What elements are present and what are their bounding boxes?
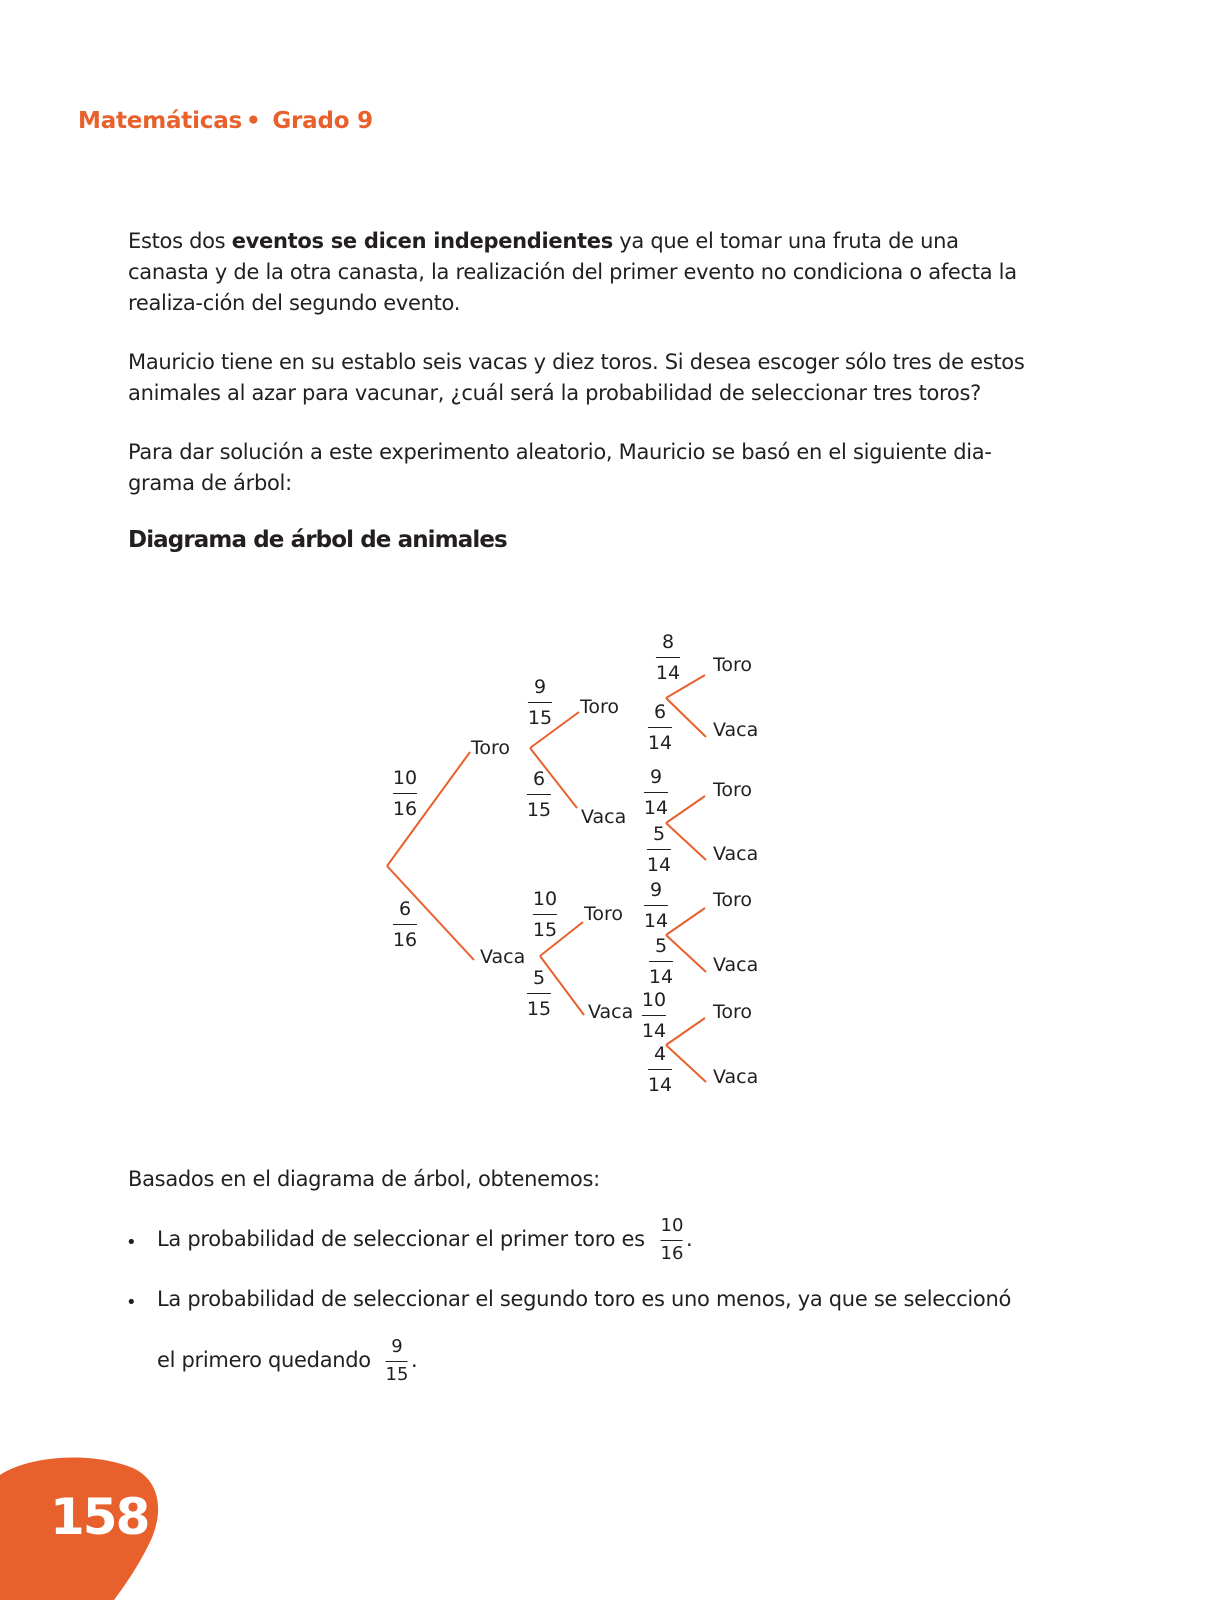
numerator: 4 bbox=[653, 1043, 667, 1065]
label-l3-8: Vaca bbox=[713, 1066, 759, 1088]
fraction-l2-2 bbox=[527, 769, 551, 821]
bullet-2-period: . bbox=[411, 1348, 418, 1372]
fraction-l1-toro bbox=[393, 768, 417, 820]
branch-l3-2-toro bbox=[666, 796, 705, 823]
numerator: 5 bbox=[532, 967, 546, 989]
fraction-bar bbox=[527, 993, 551, 994]
header-grade: Grado 9 bbox=[272, 108, 373, 134]
page-number: 158 bbox=[50, 1488, 149, 1546]
denominator: 14 bbox=[646, 854, 672, 876]
fraction-l2-1 bbox=[528, 677, 552, 729]
p1-pre: Estos dos bbox=[128, 229, 232, 253]
numerator: 10 bbox=[392, 767, 418, 789]
bullet-2-marker: • bbox=[126, 1292, 137, 1313]
label-l3-7: Toro bbox=[713, 1001, 753, 1023]
label-l2-4: Vaca bbox=[588, 1001, 634, 1023]
fraction-bar bbox=[386, 1361, 408, 1362]
fraction-l3-6 bbox=[649, 936, 673, 988]
fraction-bar bbox=[644, 792, 668, 793]
denominator: 14 bbox=[647, 732, 673, 754]
denominator: 15 bbox=[526, 998, 552, 1020]
numerator: 9 bbox=[649, 766, 663, 788]
fraction-bar bbox=[528, 702, 552, 703]
denominator: 15 bbox=[526, 799, 552, 821]
numerator: 9 bbox=[391, 1336, 403, 1357]
fraction-bar bbox=[649, 961, 673, 962]
header-separator: • bbox=[246, 108, 261, 134]
numerator: 10 bbox=[641, 989, 667, 1011]
denominator: 16 bbox=[392, 798, 418, 820]
fraction-bar bbox=[661, 1240, 683, 1241]
numerator: 9 bbox=[649, 879, 663, 901]
label-l2-1: Toro bbox=[580, 696, 620, 718]
fraction-bar bbox=[644, 905, 668, 906]
bullet-1-marker: • bbox=[126, 1232, 137, 1253]
numerator: 10 bbox=[660, 1215, 684, 1236]
fraction-bar bbox=[533, 914, 557, 915]
denominator: 14 bbox=[643, 910, 669, 932]
label-l2-3: Toro bbox=[584, 903, 624, 925]
label-l3-3: Toro bbox=[713, 779, 753, 801]
denominator: 14 bbox=[641, 1020, 667, 1042]
branch-l3-2-vaca bbox=[666, 823, 706, 860]
label-l1-toro: Toro bbox=[471, 737, 511, 759]
denominator: 15 bbox=[385, 1364, 409, 1385]
bullet-2-fraction bbox=[386, 1337, 409, 1385]
fraction-l3-7 bbox=[642, 990, 666, 1042]
numerator: 6 bbox=[653, 701, 667, 723]
fraction-l3-3 bbox=[644, 767, 668, 819]
fraction-bar bbox=[656, 657, 680, 658]
bullet-2-text-line1: La probabilidad de seleccionar el segundo toro es uno menos, ya que se seleccionó bbox=[157, 1287, 1011, 1311]
fraction-l1-vaca bbox=[393, 899, 417, 951]
denominator: 16 bbox=[660, 1243, 684, 1264]
label-l3-2: Vaca bbox=[713, 719, 759, 741]
label-l1-vaca: Vaca bbox=[480, 946, 526, 968]
p1-bold: eventos se dicen independientes bbox=[231, 229, 613, 253]
fraction-bar bbox=[642, 1015, 666, 1016]
fraction-bar bbox=[527, 794, 551, 795]
denominator: 15 bbox=[532, 919, 558, 941]
fraction-l3-4 bbox=[647, 824, 671, 876]
numerator: 8 bbox=[661, 631, 675, 653]
fraction-bar bbox=[393, 793, 417, 794]
branch-l3-3-toro bbox=[666, 908, 705, 935]
denominator: 14 bbox=[648, 966, 674, 988]
bullet-1-fraction bbox=[661, 1216, 684, 1264]
label-l3-4: Vaca bbox=[713, 843, 759, 865]
fraction-l2-4 bbox=[527, 968, 551, 1020]
fraction-bar bbox=[648, 1069, 672, 1070]
fraction-l3-2 bbox=[648, 702, 672, 754]
branch-l3-4-toro bbox=[666, 1018, 705, 1045]
numerator: 9 bbox=[533, 676, 547, 698]
paragraph-solution-intro: Para dar solución a este experimento aleatorio, Mauricio se basó en el siguiente dia-grama de árbol: bbox=[128, 440, 992, 495]
fraction-bar bbox=[648, 727, 672, 728]
fraction-l3-5 bbox=[644, 880, 668, 932]
denominator: 14 bbox=[643, 797, 669, 819]
fraction-l3-1 bbox=[656, 632, 680, 684]
denominator: 15 bbox=[527, 707, 553, 729]
label-l3-6: Vaca bbox=[713, 954, 759, 976]
numerator: 6 bbox=[398, 898, 412, 920]
paragraph-problem: Mauricio tiene en su establo seis vacas y diez toros. Si desea escoger sólo tres de estos animales al azar para vacunar, ¿cuál será la probabilidad de seleccionar tres toros? bbox=[128, 350, 1025, 405]
fraction-l3-8 bbox=[648, 1044, 672, 1096]
numerator: 6 bbox=[532, 768, 546, 790]
p1-post: ya que el tomar una fruta de una canasta y de la otra canasta, la realización del primer evento no condiciona o afecta la realiza-ción del segundo evento. bbox=[128, 229, 1017, 315]
label-l2-2: Vaca bbox=[581, 806, 627, 828]
fraction-l2-3 bbox=[533, 889, 557, 941]
diagram-title: Diagrama de árbol de animales bbox=[128, 527, 507, 553]
denominator: 14 bbox=[655, 662, 681, 684]
fraction-bar bbox=[393, 924, 417, 925]
numerator: 5 bbox=[652, 823, 666, 845]
denominator: 14 bbox=[647, 1074, 673, 1096]
bullet-1-text: La probabilidad de seleccionar el primer toro es bbox=[157, 1227, 645, 1251]
denominator: 16 bbox=[392, 929, 418, 951]
label-l3-5: Toro bbox=[713, 889, 753, 911]
label-l3-1: Toro bbox=[713, 654, 753, 676]
numerator: 10 bbox=[532, 888, 558, 910]
conclusion-intro: Basados en el diagrama de árbol, obtenemos: bbox=[128, 1167, 600, 1191]
bullet-1-period: . bbox=[686, 1227, 693, 1251]
fraction-bar bbox=[647, 849, 671, 850]
bullet-2-text-line2: el primero quedando bbox=[157, 1348, 371, 1372]
header-subject: Matemáticas bbox=[78, 108, 243, 134]
numerator: 5 bbox=[654, 935, 668, 957]
